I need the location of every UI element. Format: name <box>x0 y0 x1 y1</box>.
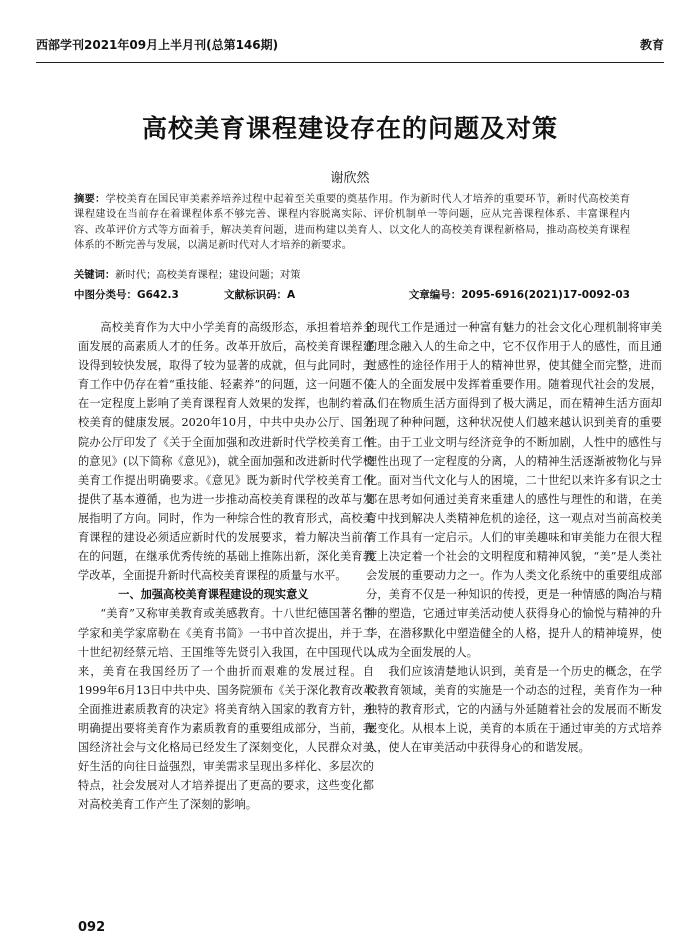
keywords-label: 关键词： <box>74 269 116 281</box>
article-meta <box>74 286 630 304</box>
article-number: 文章编号：2095-6916(2021)17-0092-03 <box>408 289 630 301</box>
abstract-text: 学校美育在国民审美素养培养过程中起着至关重要的奠基作用。作为新时代人才培养的重要环节，新时代高校美育课程建设在当前存在着课程体系不够完善、课程内容脱离实际、评价机制单一等问题，应从完善课程体系、丰富课程内容、改革评价方式等方面着手，解决美育问题，进而构建以美育人、以文化人的高校美育课程新格局，推动高校美育课程体系的不断完善与发展，以满足新时代对人才培养的新要求。 <box>74 193 630 252</box>
keywords-text: 新时代；高校美育课程；建设问题；对策 <box>115 269 301 281</box>
body-paragraph: 我们应该清楚地认识到，美育是一个历史的概念，在学校教育领域，美育的实施是一个动态的过程，美育作为一种独特的教育形式，它的内涵与外延随着社会的发展而不断发展变化。从根本上说，美育的本质在于通过审美的方式培养人，使人在审美活动中获得身心的和谐发展。 <box>366 664 662 755</box>
section-heading: 一、加强高校美育课程建设的现实意义 <box>118 588 309 602</box>
body-column-right <box>366 318 662 757</box>
article-author: 谢欣然 <box>330 171 370 186</box>
body-paragraph: “美育”又称审美教育或美感教育。十八世纪德国著名哲学家和美学家席勒在《美育书简》一书中首次提出，并于二十世纪初经蔡元培、王国维等先贤引入我国，在中国现代以来，美育在我国经历了一个曲折而艰难的发展过程。自1999年6月13日中共中央、国务院颁布《关于深化教育改革全面推进素质教育的决定》将美育纳入国家的教育方针，并明确提出要将美育作为素质教育的重要组成部分，当前，我国经济社会与文化格局已经发生了深刻变化，人民群众对美好生活的向往日益强烈，审美需求呈现出多样化、多层次的特点，社会发展对人才培养提出了更高的要求，这些变化都对高校美育工作产生了深刻的影响。 <box>78 607 374 812</box>
body-column-left <box>78 318 374 814</box>
running-header <box>36 34 664 63</box>
clc-number: 中图分类号：G642.3 <box>74 289 179 301</box>
keywords <box>74 268 630 283</box>
page-number: 092 <box>78 920 106 935</box>
document-code: 文献标识码：A <box>224 289 296 301</box>
abstract <box>74 192 630 254</box>
abstract-label: 摘要： <box>74 193 106 205</box>
body-paragraph: 高校美育作为大中小学美育的高级形态，承担着培养全面发展的高素质人才的任务。改革开放后，高校美育课程建设得到较快发展，取得了较为显著的成就，但与此同时，美育工作中仍存在着“重技能、轻素养”的问题，这一问题不仅在一定程度上影响了美育课程育人效果的发挥，也制约着高校美育的健康发展。2020年10月，中共中央办公厅、国务院办公厅印发了《关于全面加强和改进新时代学校美育工作的意见》(以下简称《意见》)，就全面加强和改进新时代学校美育工作提出明确要求。《意见》既为新时代学校美育工作提供了基本遵循，也为进一步推动高校美育课程的改革与发展指明了方向。同时，作为一种综合性的教育形式，高校美育课程的建设必须适应新时代的发展要求，着力解决当前存在的问题，在继承优秀传统的基础上推陈出新，深化美育教学改革，全面提升新时代高校美育课程的质量与水平。 <box>78 321 374 583</box>
journal-info: 西部学刊2021年09月上半月刊(总第146期) <box>36 38 279 52</box>
article-title: 高校美育课程建设存在的问题及对策 <box>141 114 558 143</box>
body-paragraph: 的现代工作是通过一种富有魅力的社会文化心理机制将审美的理念融入人的生命之中，它不仅作用于人的感性，而且通过感性的途径作用于人的精神世界，使其健全而完整，进而在人的全面发展中发挥着重要作用。随着现代社会的发展，人们在物质生活方面得到了极大满足，而在精神生活方面却出现了种种问题，这种状况使人们越来越认识到美育的重要性。由于工业文明与经济竞争的不断加剧，人性中的感性与理性出现了一定程度的分离，人的精神生活逐渐被物化与异化。面对当代文化与人的困境，二十世纪以来许多有识之士都在思考如何通过美育来重建人的感性与理性的和谐，在美育中找到解决人类精神危机的途径，这一观点对当前高校美育工作具有一定启示。人们的审美趣味和审美能力在很大程度上决定着一个社会的文明程度和精神风貌，“美”是人类社会发展的重要动力之一。作为人类文化系统中的重要组成部分，美育不仅是一种知识的传授，更是一种情感的陶冶与精神的塑造，它通过审美活动使人获得身心的愉悦与精神的升华，在潜移默化中塑造健全的人格，提升人的精神境界，使人成为全面发展的人。 <box>366 321 662 659</box>
section-tag: 教育 <box>639 38 664 52</box>
